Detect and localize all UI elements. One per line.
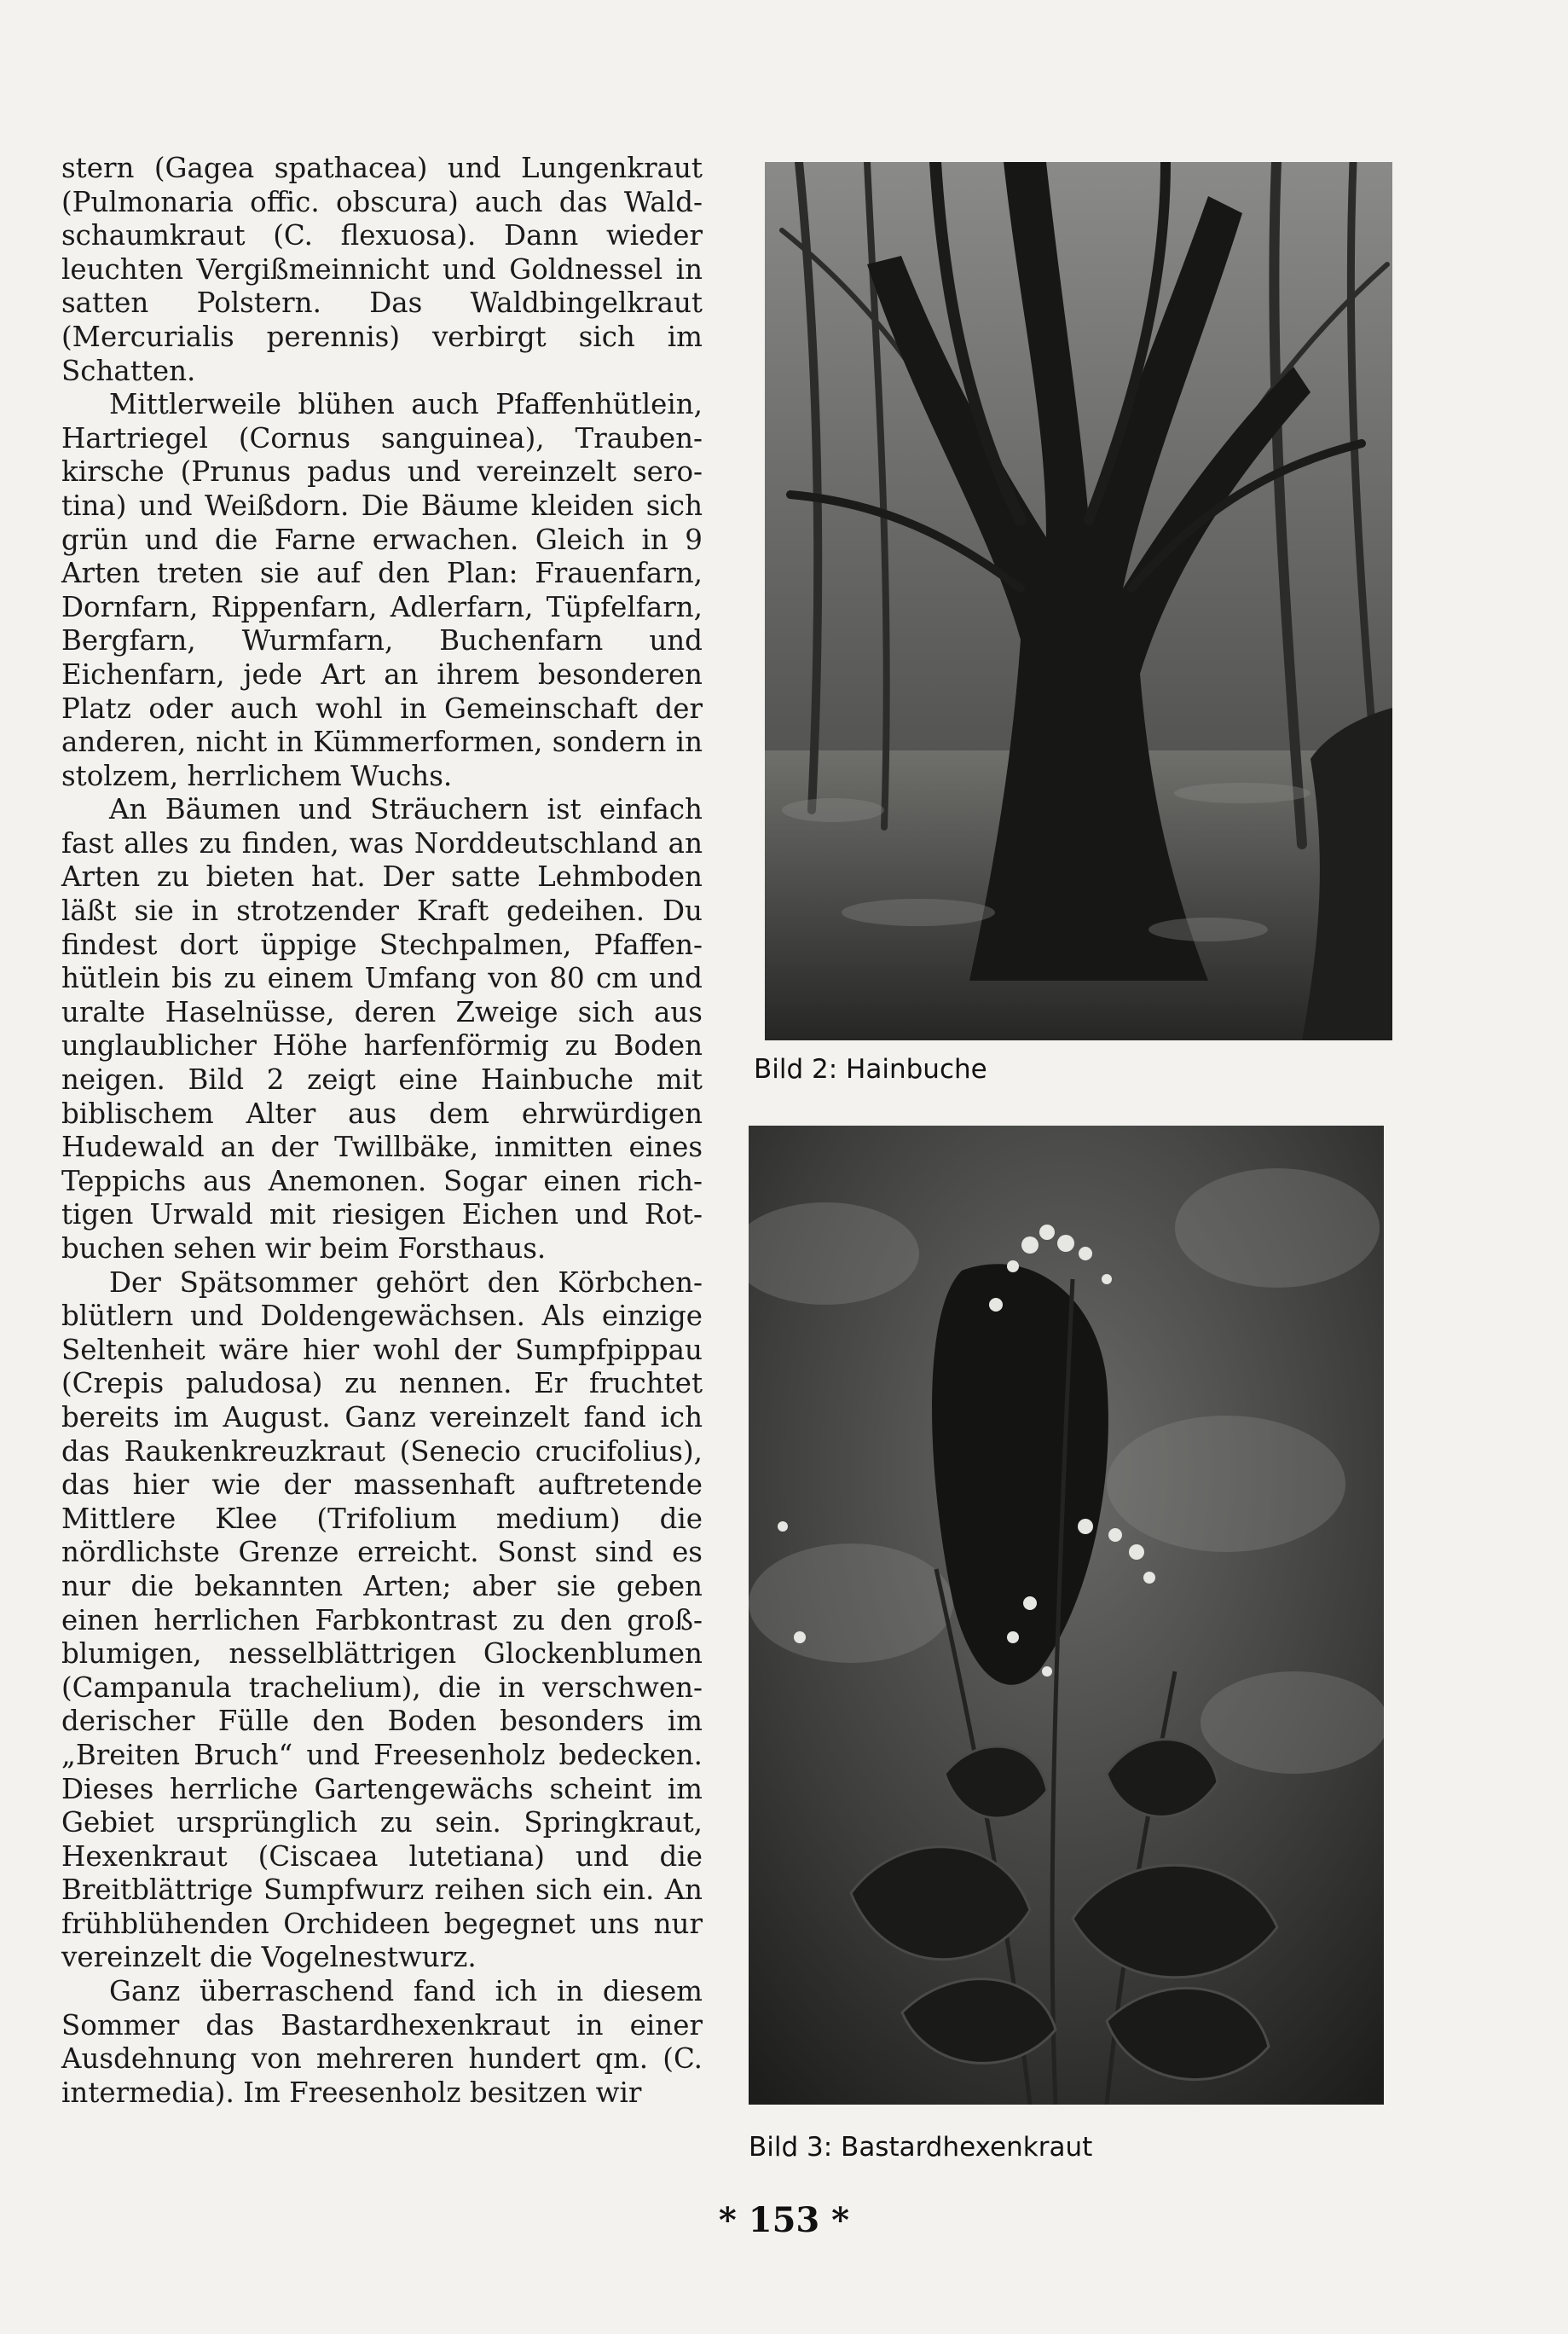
paragraph-1: stern (Gagea spathacea) und Lungenkraut (Pulmonaria offic. obscura) auch das Waldschaumkraut (C. flexuosa). Dann wieder leuchten Vergißmeinnicht und Goldnessel in satten Polstern. Das Waldbingelkraut (Mercurialis perennis) verbirgt sich im Schatten. [61, 152, 703, 387]
article-text-column [61, 152, 703, 2110]
paragraph-5: Ganz überraschend fand ich in diesem Sommer das Bastardhexenkraut in einer Ausdehnung von mehreren hundert qm. (C. intermedia). Im Freesenholz besitzen wir [61, 1975, 703, 2109]
caption-bild-2: Bild 2: Hainbuche [754, 1054, 987, 1085]
caption-bild-3: Bild 3: Bastardhexenkraut [749, 2132, 1093, 2163]
paragraph-2: Mittlerweile blühen auch Pfaffenhütlein, Hartriegel (Cornus sanguinea), Traubenkirsche (Prunus padus und vereinzelt serotina) und Weißdorn. Die Bäume kleiden sich grün und die Farne erwachen. Gleich in 9 Arten treten sie auf den Plan: Frauenfarn, Dornfarn, Rippenfarn, Adlerfarn, Tüpfelfarn, Bergfarn, Wurmfarn, Buchenfarn und Eichenfarn, jede Art an ihrem besonderen Platz oder auch wohl in Gemeinschaft der anderen, nicht in Kümmerformen, sondern in stolzem, herrlichem Wuchs. [61, 388, 703, 792]
paragraph-3: An Bäumen und Sträuchern ist einfach fast alles zu finden, was Norddeutschland an Arten zu bieten hat. Der satte Lehmboden läßt sie in strotzender Kraft gedeihen. Du findest dort üppige Stechpalmen, Pfaffenhütlein bis zu einem Umfang von 80 cm und uralte Haselnüsse, deren Zweige sich aus unglaublicher Höhe harfenförmig zu Boden neigen. Bild 2 zeigt eine Hainbuche mit biblischem Alter aus dem ehrwürdigen Hudewald an der Twillbäke, inmitten eines Teppichs aus Anemonen. Sogar einen richtigen Urwald mit riesigen Eichen und Rotbuchen sehen wir beim Forsthaus. [61, 793, 703, 1265]
photo-hainbuche-image [765, 162, 1392, 1040]
page-number: * 153 * [718, 2200, 850, 2240]
photo-bastardhexenkraut-image [749, 1126, 1384, 2105]
photo-hainbuche [765, 162, 1392, 1040]
paragraph-4: Der Spätsommer gehört den Körbchenblütlern und Doldengewächsen. Als einzige Seltenheit wäre hier wohl der Sumpfpippau (Crepis paludosa) zu nennen. Er fruchtet bereits im August. Ganz vereinzelt fand ich das Raukenkreuzkraut (Senecio crucifolius), das hier wie der massenhaft auftretende Mittlere Klee (Trifolium medium) die nördlichste Grenze erreicht. Sonst sind es nur die bekannten Arten; aber sie geben einen herrlichen Farbkontrast zu den großblumigen, nesselblättrigen Glockenblumen (Campanula trachelium), die in verschwenderischer Fülle den Boden besonders im „Breiten Bruch“ und Freesenholz bedecken. Dieses herrliche Gartengewächs scheint im Gebiet ursprünglich zu sein. Springkraut, Hexenkraut (Ciscaea lutetiana) und die Breitblättrige Sumpfwurz reihen sich ein. An frühblühenden Orchideen begegnet uns nur vereinzelt die Vogelnestwurz. [61, 1265, 703, 1974]
photo-bastardhexenkraut [749, 1126, 1384, 2105]
